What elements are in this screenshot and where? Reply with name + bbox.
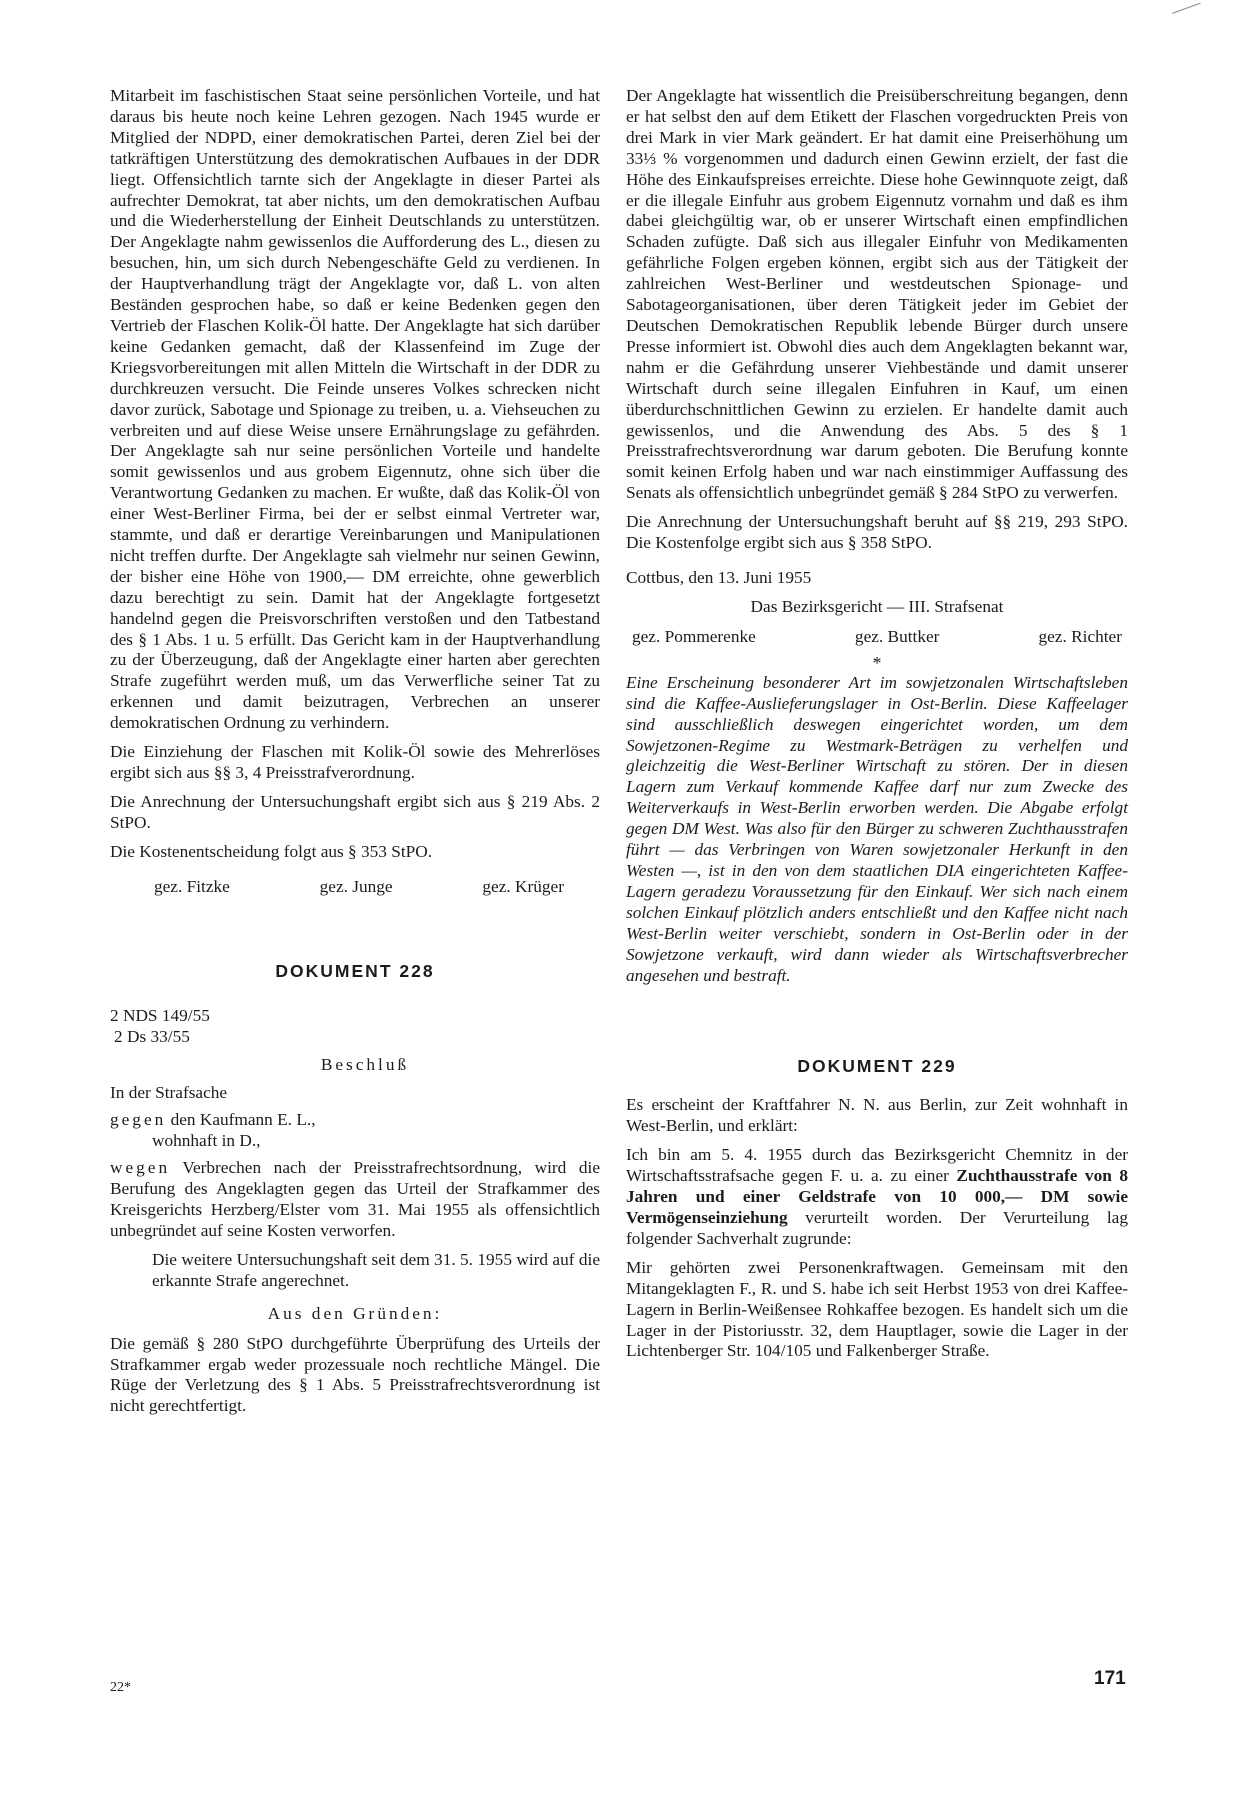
section-heading: Beschluß	[320, 1055, 410, 1075]
paragraph: Der Angeklagte hat wissentlich die Preisüberschreitung begangen, denn er hat selbst den auf dem Etikett der Flaschen vorgedruckten Preis von drei Mark in vier Mark geändert. Er hat damit eine Preiserhöhung um 33⅓ % vorgenommen und dadurch einen Gewinn erzielt, der fast die Höhe des Einkaufspreises erreichte. Diese hohe Gewinnquote zeigt, daß er die illegale Einfuhr aus grobem Eigennutz vornahm und daß es ihm dabei gleichgültig war, ob er unserer Wirtschaft einen empfindlichen Schaden zufügte. Daß sich aus illegaler Einfuhr von Medikamenten gefährliche Folgen ergeben können, ergibt sich aus der Tätigkeit der zahlreichen West-Berliner und westdeutschen Spionage- und Sabotageorganisationen, über deren Tätigkeit jeder im Gebiet der Deutschen Demokratischen Republik lebende Bürger durch unsere Presse informiert ist. Obwohl dies auch dem Angeklagten bekannt war, nahm er die Gefährdung unserer Viehbestände und damit unserer Wirtschaft durch seine illegalen Einfuhren in Kauf, um einen überdurchschnittlichen Gewinn zu erzielen. Er handelte damit auch gewissenlos, und die Anwendung des Abs. 5 des § 1 Preisstrafrechtsverordnung war darum geboten. Die Berufung konnte somit keinen Erfolg haben und war nach einstimmiger Auffassung des Senats als offensichtlich unbegründet gemäß § 284 StPO zu verwerfen.	[626, 86, 1128, 503]
separator-star: *	[872, 652, 882, 673]
value: den Kaufmann E. L.,	[170, 1110, 316, 1130]
paragraph: Die Anrechnung der Untersuchungshaft ergibt sich aus § 219 Abs. 2 StPO.	[110, 791, 600, 832]
paragraph: Eine Erscheinung besonderer Art im sowjetzonalen Wirtschaftsleben sind die Kaffee-Auslieferungslager in Ost-Berlin. Diese Kaffeelager sind ausschließlich deswegen eingerichtet worden, um dem Sowjetzonen-Regime zu Westmark-Beträgen zu verhelfen und gleichzeitig die West-Berliner Wirtschaft zu stören. Der in diesen Lagern zum Verkauf kommende Kaffee darf nur zum Zwecke des Weiterverkaufs in West-Berlin erworben werden. Die Abgabe erfolgt gegen DM West. Was also für den Bürger zu schweren Zuchthausstrafen führt — das Verbringen von Waren sowjetzonaler Herkunft in den Westen —, ist in den von dem staatlichen DIA eingerichteten Kaffee-Lagern geradezu Voraussetzung für den Einkauf. Wer sich nach einem solchen Einkauf plötzlich anders entschließt und den Kaffee nicht nach West-Berlin weiter verschiebt, sondern in Ost-Berlin oder in der Sowjetzone verkauft, wird dann wieder als Wirtschaftsverbrecher angesehen und bestraft.	[626, 672, 1128, 985]
court-name: Das Bezirksgericht — III. Strafsenat	[750, 596, 1004, 616]
editorial-note	[626, 673, 1128, 987]
text: Ich bin am 5. 4. 1955 durch das Bezirksgericht Chemnitz in der Wirtschaftsstrafsache gegen F. u. a. zu einer	[626, 1145, 1128, 1186]
signature-row	[110, 877, 600, 897]
value: wohnhaft in D.,	[152, 1131, 261, 1151]
emphasis: Zuchthausstrafe von 8 Jahren und einer Geldstrafe von 10 000,— DM sowie Vermögenseinziehung	[626, 1166, 1129, 1227]
corner-mark	[1169, 0, 1200, 14]
paragraph: Mitarbeit im faschistischen Staat seine persönlichen Vorteile, und hat daraus bis heute noch keine Lehren gezogen. Nach 1945 wurde er Mitglied der NDPD, einer demokratischen Partei, deren Ziel bei der tatkräftigen Unterstützung des demokratischen Aufbaues in der DDR liegt. Offensichtlich tarnte sich der Angeklagte in dieser Partei als aufrechter Demokrat, tat aber nichts, um den demokratischen Aufbau und die Wiederherstellung der Einheit Deutschlands zu unterstützen. Der Angeklagte nahm gewissenlos die Aufforderung des L., diesen zu besuchen, hin, um sich durch Nebengeschäfte Geld zu verdienen. In der Hauptverhandlung trägt der Angeklagte vor, daß L. von alten Beständen gesprochen habe, so daß er keine Bedenken gegen den Vertrieb der Flaschen Kolik-Öl hatte. Der Angeklagte hat sich darüber keine Gedanken gemacht, daß der Klassenfeind im Zuge der Kriegsvorbereitungen mit allen Mitteln die Wirtschaft in der DDR zu durchkreuzen versucht. Die Feinde unseres Volkes schrecken nicht davor zurück, Sabotage und Spionage zu treiben, u. a. Viehseuchen zu verbreiten und auf diese Weise unsere Ernährungslage zu gefährden. Der Angeklagte sah nur seine persönlichen Vorteile und handelte somit gewissenlos und aus grobem Eigennutz, ohne sich über die Verantwortung Gedanken zu machen. Er wußte, daß das Kolik-Öl von einer West-Berliner Firma, bei der er selbst einmal Vertreter war, stammte, und daß er derartige Vereinbarungen und Manipulationen nicht treffen durfte. Der Angeklagte sah vielmehr nur seinen Gewinn, der bisher eine Höhe von 1900,— DM erreichte, ohne gewerblich dazu berechtigt zu sein. Damit hat der Angeklagte fortgesetzt handelnd gegen die Preisvorschriften verstoßen und den Tatbestand des § 1 Abs. 1 u. 5 erfüllt. Das Gericht kam in der Hauptverhandlung zu der Überzeugung, daß der Angeklagte einer harten aber gerechten Strafe zugeführt werden muß, um das Verwerfliche seiner Tat zu erkennen und damit beizutragen, Verbrechen an unserer demokratischen Ordnung zu verhindern.	[110, 86, 600, 733]
charge-block	[110, 1158, 600, 1242]
signature: gez. Richter	[1038, 626, 1122, 646]
signature-row	[626, 627, 1128, 647]
signature-mark: 22*	[110, 1680, 131, 1695]
paragraph: Die Anrechnung der Untersuchungshaft beruht auf §§ 219, 293 StPO. Die Kostenfolge ergibt sich aus § 358 StPO.	[626, 512, 1128, 553]
document-heading: DOKUMENT 228	[275, 960, 435, 981]
right-column	[626, 86, 1128, 1362]
file-number: 2 NDS 149/55	[110, 1005, 210, 1025]
left-column	[110, 86, 600, 1417]
signature: gez. Krüger	[482, 876, 564, 896]
defendant-block	[110, 1110, 600, 1152]
paragraph	[626, 1145, 1128, 1250]
page-number: 171	[1094, 1668, 1126, 1689]
file-number: 2 Ds 33/55	[114, 1026, 190, 1046]
signature: gez. Junge	[319, 876, 393, 896]
text: verurteilt worden. Der Verurteilung lag folgender Sachverhalt zugrunde:	[626, 1207, 1128, 1248]
paragraph: Die weitere Untersuchungshaft seit dem 31. 5. 1955 wird auf die erkannte Strafe angerechnet.	[152, 1249, 600, 1290]
paragraph: Die gemäß § 280 StPO durchgeführte Überprüfung des Urteils der Strafkammer ergab weder prozessuale noch rechtliche Mängel. Die Rüge der Verletzung des § 1 Abs. 5 Preisstrafrechtsverordnung ist nicht gerechtfertigt.	[110, 1333, 600, 1416]
paragraph: Mir gehörten zwei Personenkraftwagen. Gemeinsam mit den Mitangeklagten F., R. und S. habe ich seit Herbst 1953 von drei Kaffee-Lagern in Berlin-Weißensee Rohkaffee bezogen. Es handelt sich um die Lager in der Pistoriusstr. 32, dem Hauptlager, sowie die Lager in der Lichtenberger Str. 104/105 und Falkenberger Straße.	[626, 1257, 1128, 1361]
label: wegen	[110, 1158, 171, 1178]
paragraph	[110, 1158, 600, 1242]
file-reference	[110, 1006, 600, 1048]
signature: gez. Fitzke	[154, 876, 230, 896]
paragraph: Die Kostenentscheidung folgt aus § 353 StPO.	[110, 841, 433, 861]
paragraph: Es erscheint der Kraftfahrer N. N. aus Berlin, zur Zeit wohnhaft in West-Berlin, und erklärt:	[626, 1095, 1128, 1136]
label: gegen	[110, 1110, 167, 1130]
paragraph: In der Strafsache	[110, 1083, 228, 1103]
signature: gez. Buttker	[854, 626, 940, 646]
signature: gez. Pommerenke	[632, 626, 756, 646]
section-heading: Aus den Gründen:	[267, 1303, 443, 1323]
value: Verbrechen nach der Preisstrafrechtsordnung, wird die Berufung des Angeklagten gegen das Urteil der Strafkammer des Kreisgerichts Herzberg/Elster vom 31. Mai 1955 als offensichtlich unbegründet auf seine Kosten verworfen.	[110, 1158, 600, 1240]
document-heading: DOKUMENT 229	[797, 1056, 957, 1077]
place-date: Cottbus, den 13. Juni 1955	[626, 567, 812, 587]
paragraph: Die Einziehung der Flaschen mit Kolik-Öl sowie des Mehrerlöses ergibt sich aus §§ 3, 4 Preisstrafverordnung.	[110, 742, 600, 782]
